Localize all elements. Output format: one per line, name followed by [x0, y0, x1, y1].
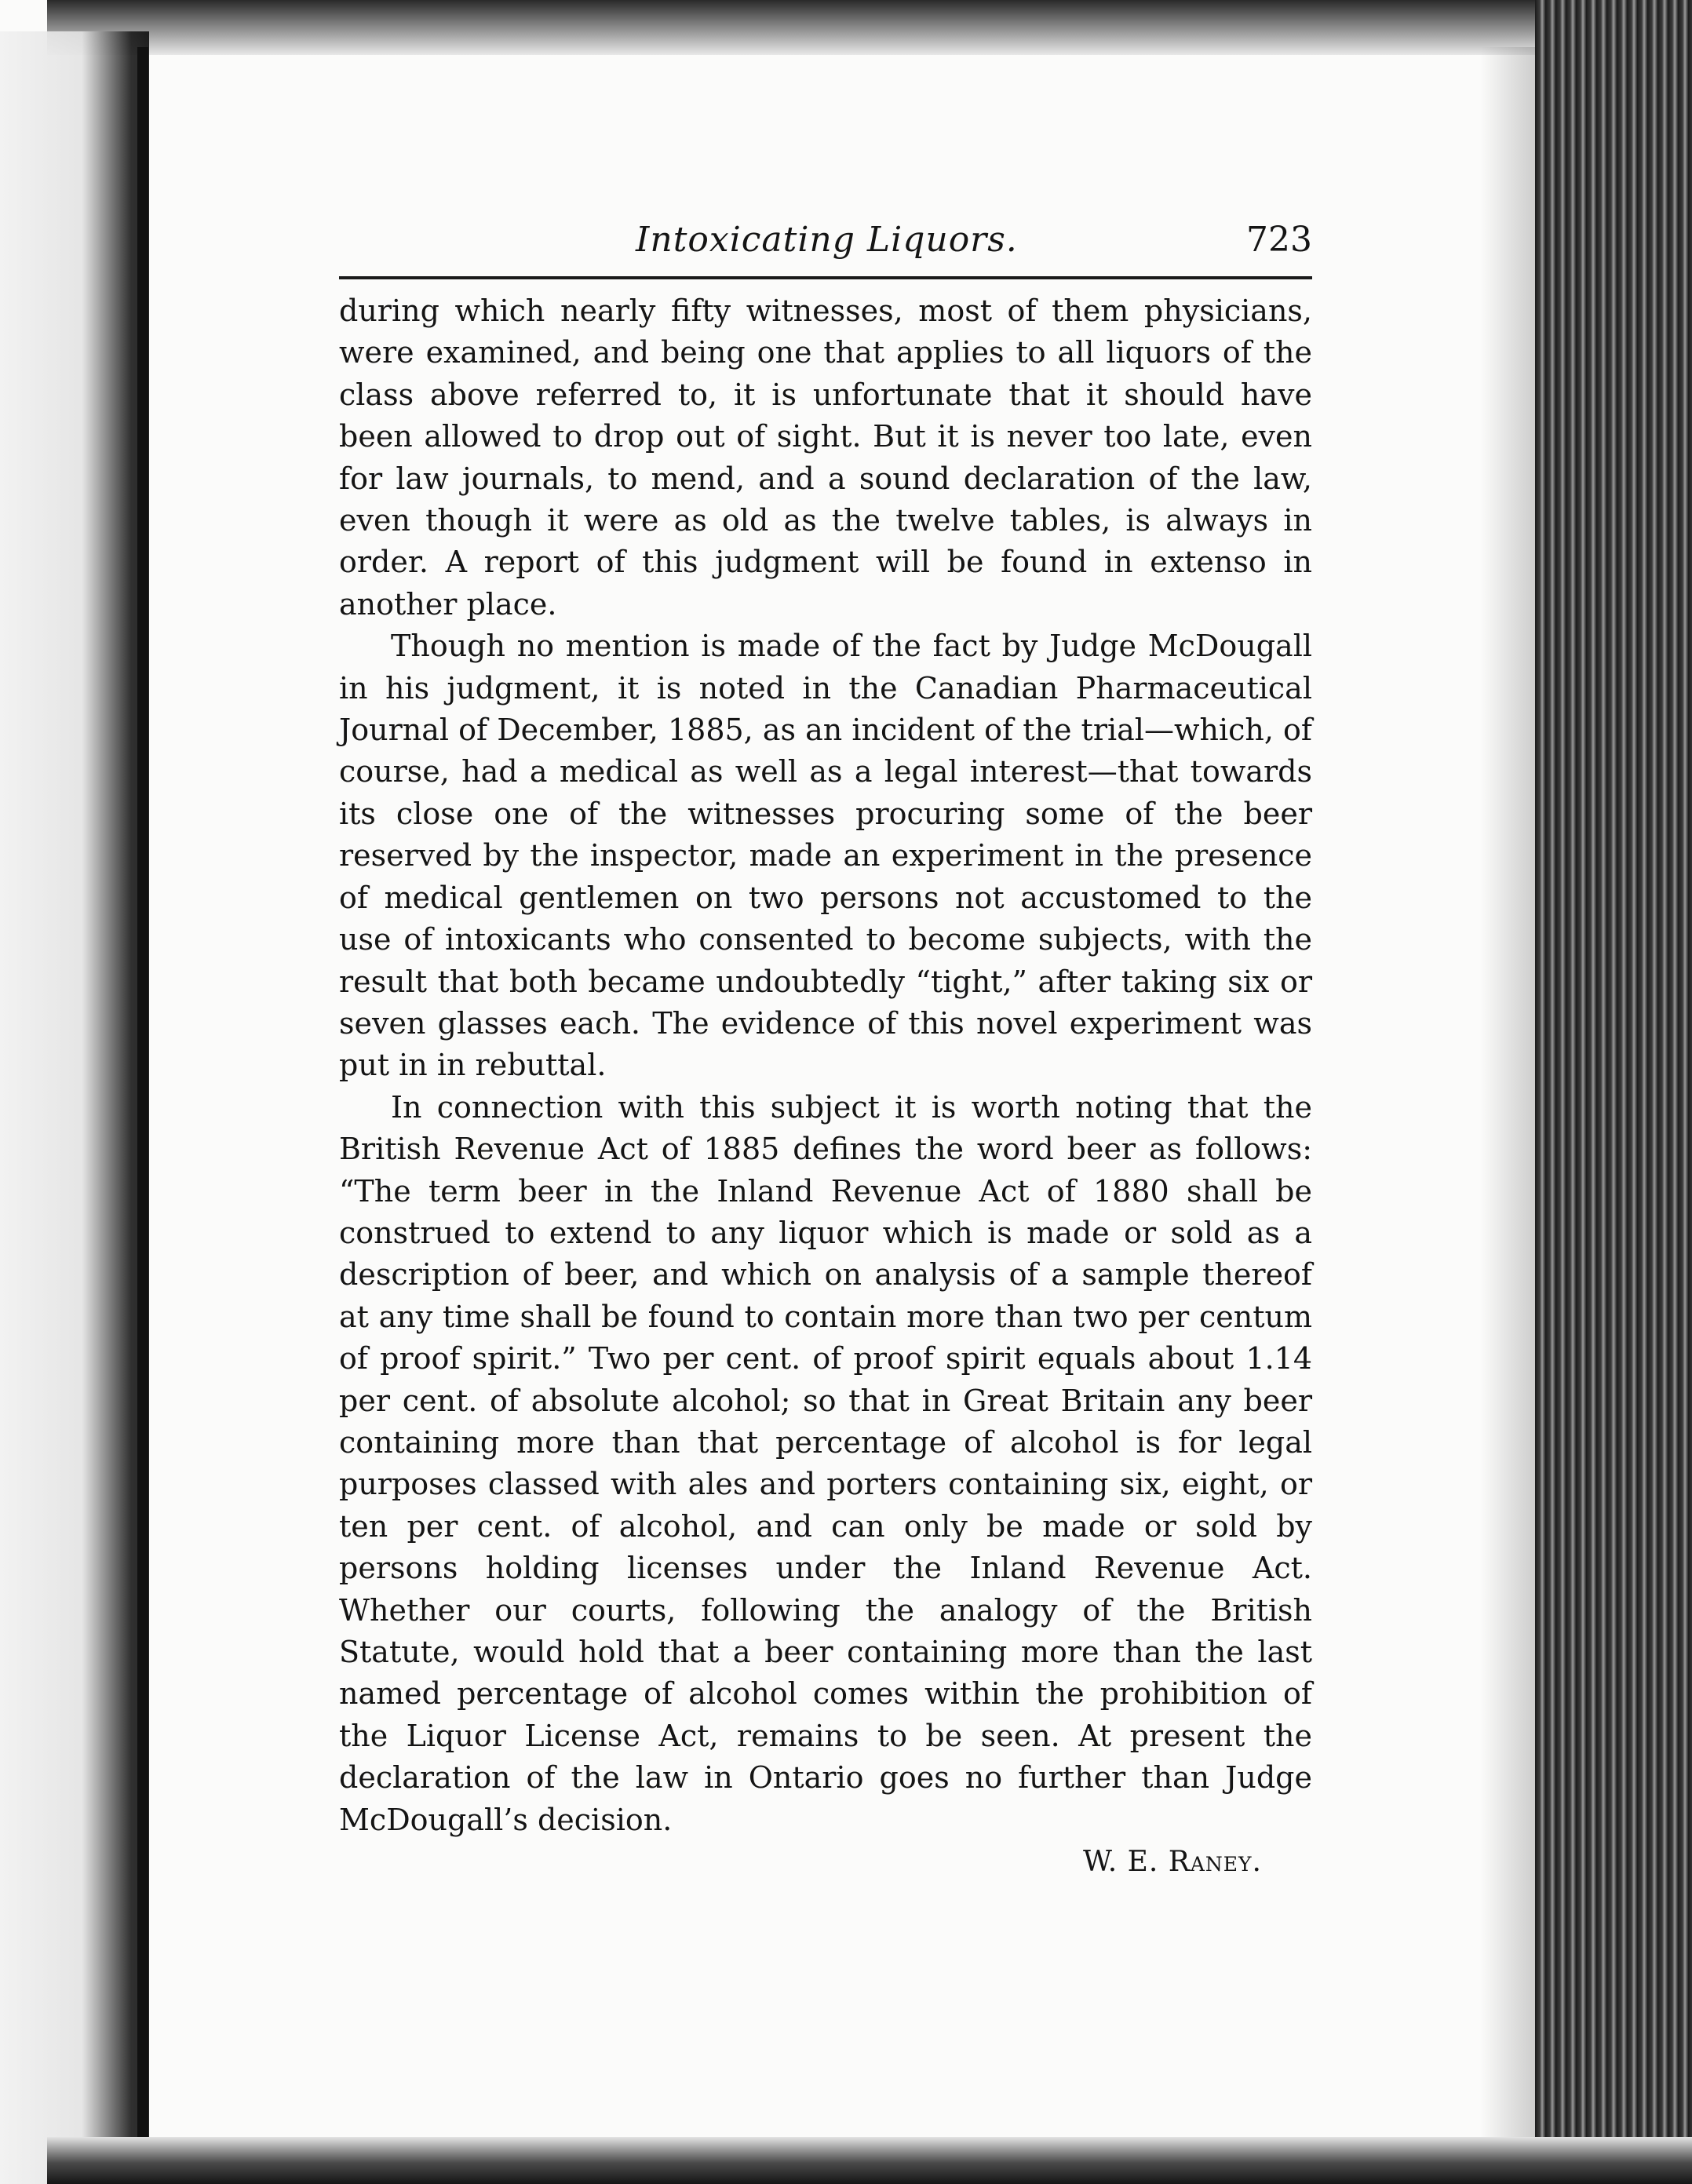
book-page: [339, 220, 1312, 1883]
author-signature: [339, 1841, 1312, 1883]
page-number: 723: [1246, 220, 1312, 260]
running-head: [339, 220, 1312, 279]
paragraph-2: Though no mention is made of the fact by Judge McDougall in his judgment, it is noted in the Canadian Pharmaceutical Journal of December, 1885, as an incident of the trial—which, of course, had a medical as well as a legal interest—that towards its close one of the witnesses procuring some of the beer reserved by the inspector, made an experiment in the presence of medical gentlemen on two persons not accustomed to the use of intoxicants who consented to become subjects, with the result that both became undoubtedly “tight,” after taking six or seven glasses each. The evidence of this novel experiment was put in in rebuttal.: [339, 629, 1312, 1083]
running-title: Intoxicating Liquors.: [636, 220, 1018, 260]
scan-edge-top: [47, 0, 1617, 55]
page-gutter-shadow: [1480, 47, 1535, 2166]
scan-edge-right: [1535, 0, 1692, 2184]
scan-edge-bottom: [47, 2137, 1692, 2184]
scan-edge-left: [0, 31, 149, 2184]
signature-text: W. E. Raney.: [1083, 1846, 1262, 1879]
binding-edge-left: [137, 47, 148, 2166]
paragraph-3: In connection with this subject it is worth noting that the British Revenue Act of 1885 defines the word beer as follows: “The term beer in the Inland Revenue Act of 1880 shall be construed to extend to any liquor which is made or sold as a description of beer, and which on analysis of a sample thereof at any time shall be found to contain more than two per centum of proof spirit.” Two per cent. of proof spirit equals about 1.14 per cent. of absolute alcohol; so that in Great Britain any beer containing more than that percentage of alcohol is for legal purposes classed with ales and porters containing six, eight, or ten per cent. of alcohol, and can only be made or sold by persons holding licenses under the Inland Revenue Act. Whether our courts, following the analogy of the British Statute, would hold that a beer containing more than the last named percentage of alcohol comes within the prohibition of the Liquor License Act, remains to be seen. At present the declaration of the law in Ontario goes no further than Judge McDougall’s decision.: [339, 1089, 1312, 1837]
body-text: [339, 290, 1312, 1841]
paragraph-1: during which nearly fifty witnesses, most of them physicians, were examined, and being one that applies to all liquors of the class above referred to, it is unfortunate that it should have been allowed to drop out of sight. But it is never too late, even for law journals, to mend, and a sound declaration of the law, even though it were as old as the twelve tables, is always in order. A report of this judgment will be found in extenso in another place.: [339, 294, 1312, 622]
